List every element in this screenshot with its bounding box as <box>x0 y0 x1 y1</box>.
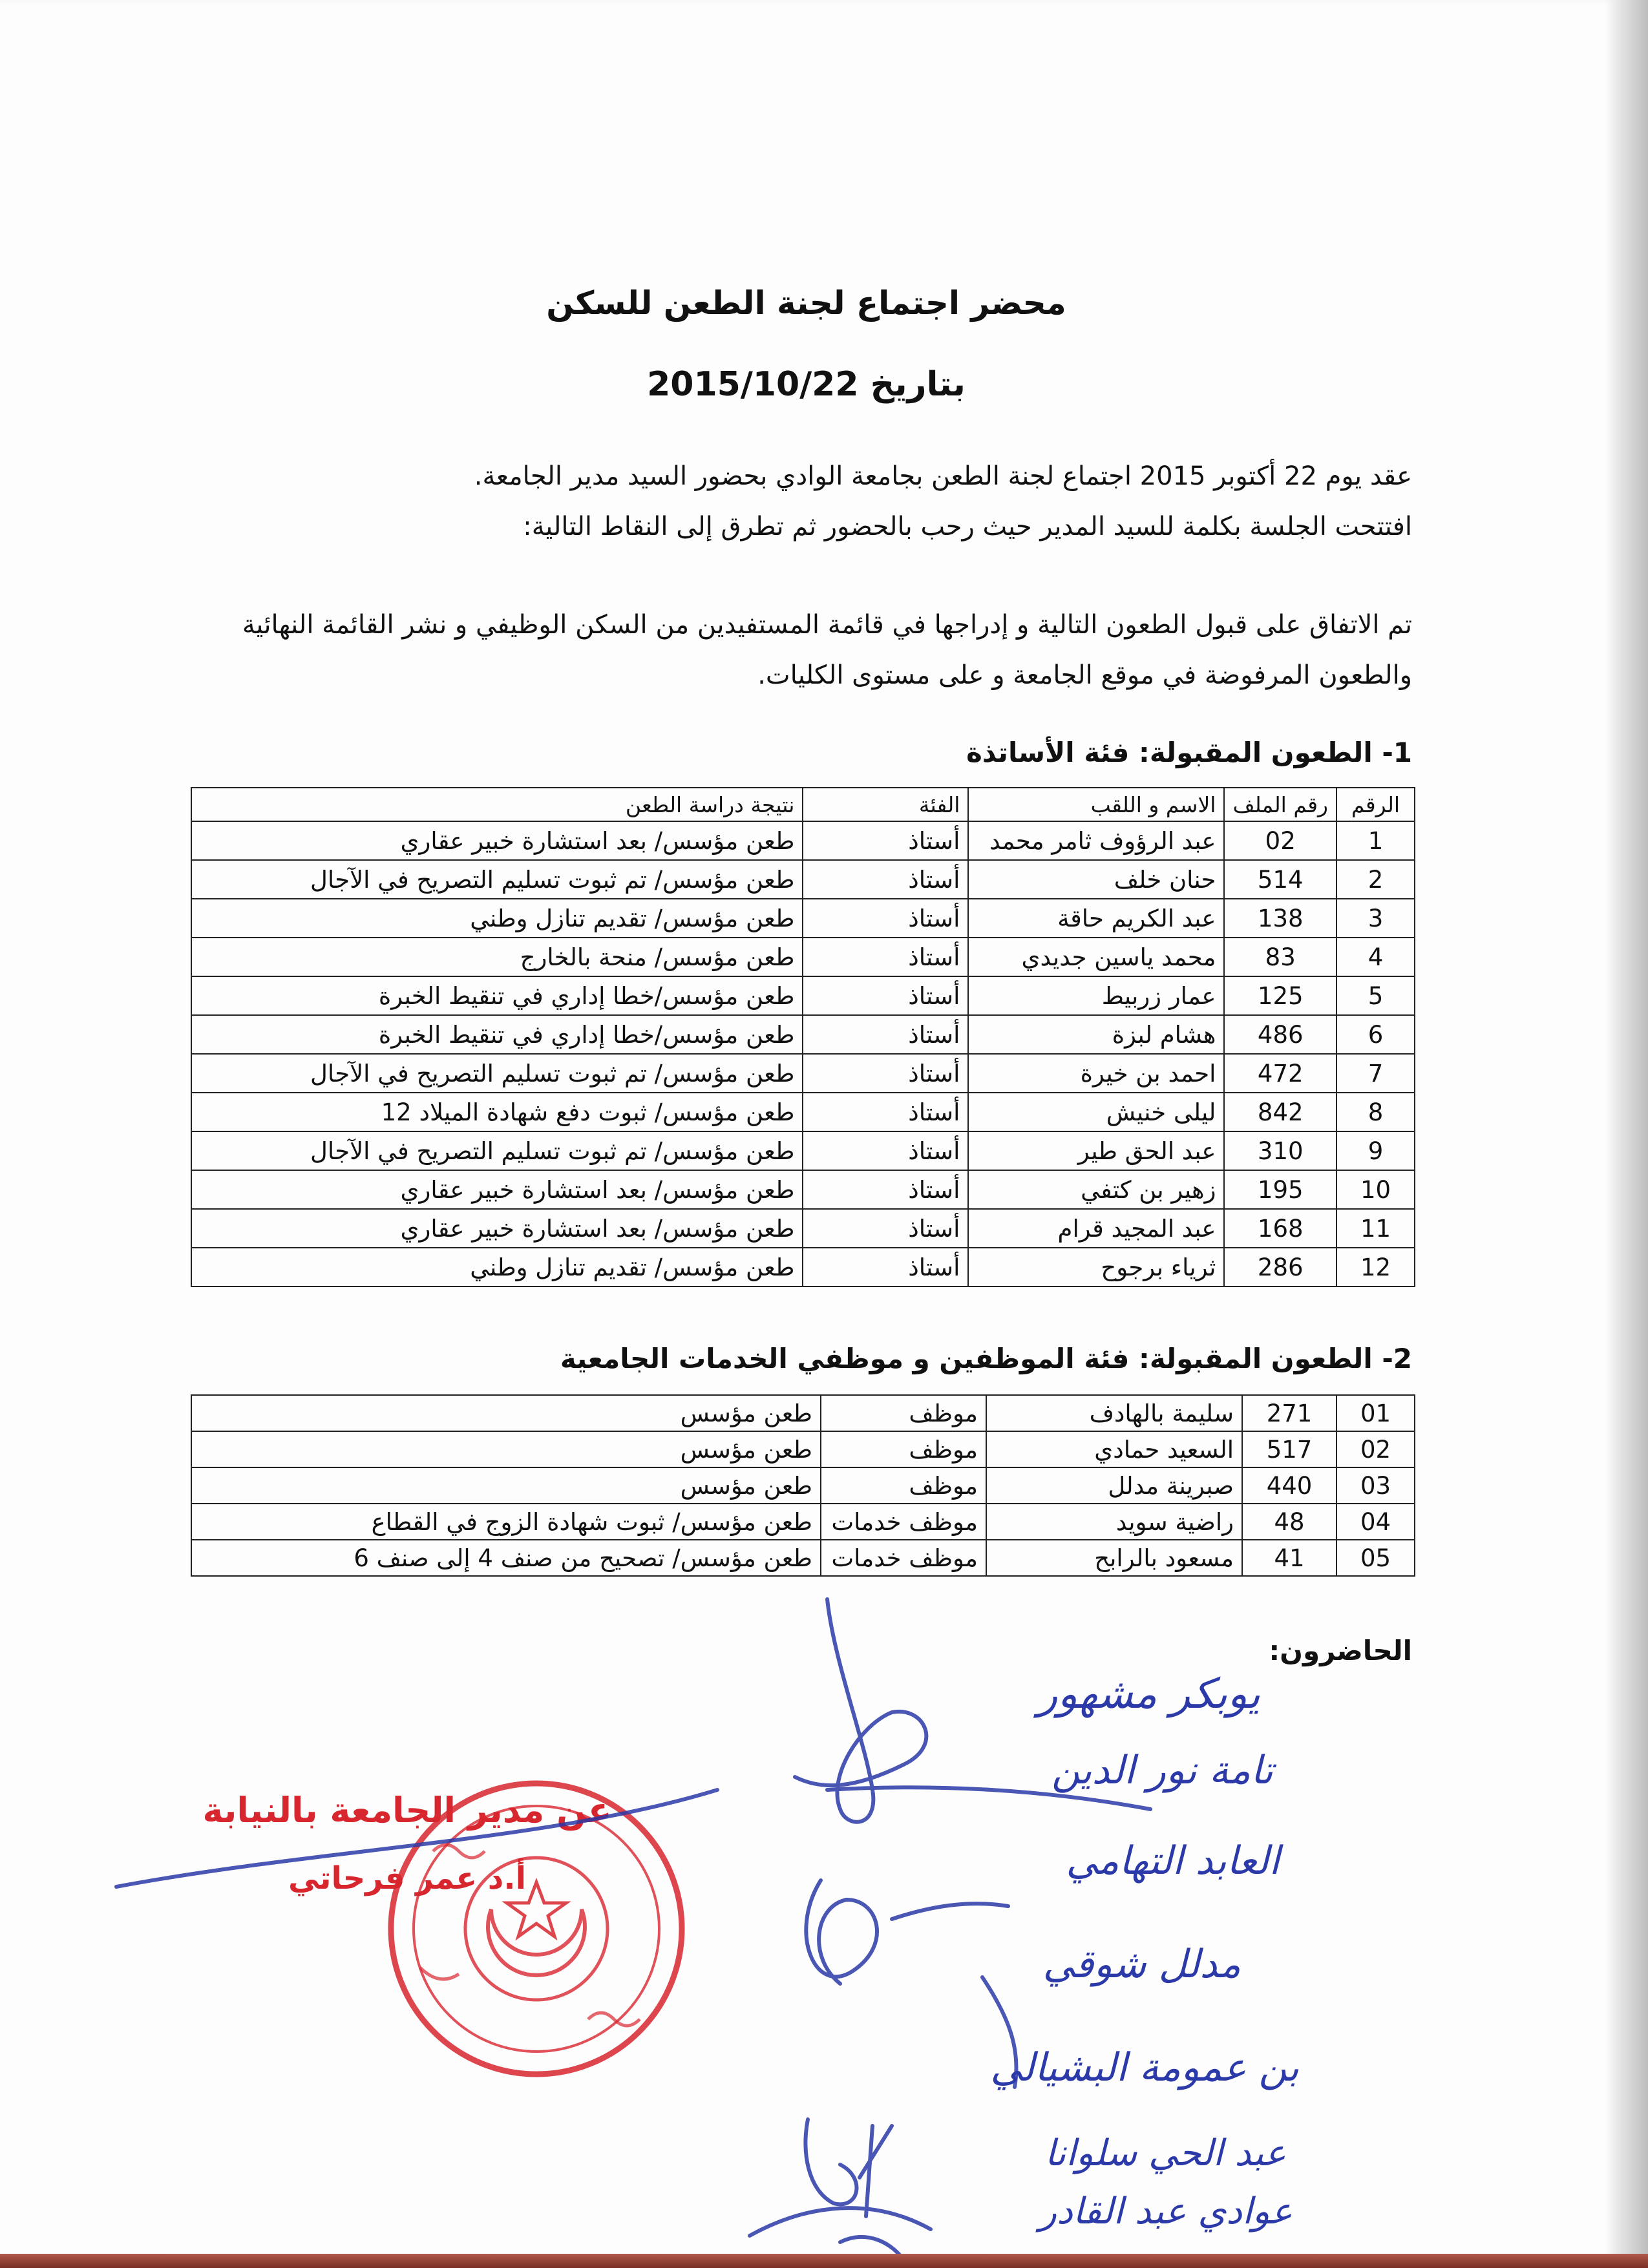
table-row <box>191 1131 1415 1170</box>
cell-no: 01 <box>1336 1395 1415 1431</box>
table-row <box>191 1504 1415 1540</box>
cell-result: طعن مؤسس/ تقديم تنازل وطني <box>191 899 803 938</box>
table-row <box>191 860 1415 899</box>
page-bottom-edge <box>0 2254 1648 2268</box>
cell-file-number: 440 <box>1242 1467 1336 1504</box>
cell-result: طعن مؤسس/ منحة بالخارج <box>191 938 803 976</box>
cell-no: 02 <box>1336 1431 1415 1467</box>
table-row <box>191 1395 1415 1431</box>
cell-file-number: 271 <box>1242 1395 1336 1431</box>
cell-result: طعن مؤسس <box>191 1431 821 1467</box>
cell-name: عبد المجيد قرام <box>968 1209 1224 1248</box>
header-name: الاسم و اللقب <box>968 788 1224 821</box>
cell-result: طعن مؤسس/ تم ثبوت تسليم التصريح في الآجال <box>191 860 803 899</box>
intro-line: افتتحت الجلسة بكلمة للسيد المدير حيث رحب بالحضور ثم تطرق إلى النقاط التالية: <box>523 512 1412 541</box>
cell-name: عبد الحق طير <box>968 1131 1224 1170</box>
signature: يوبكر مشهور <box>1037 1670 1260 1718</box>
table-row <box>191 1093 1415 1131</box>
cell-name: مسعود بالرابح <box>986 1540 1242 1576</box>
table-row <box>191 1015 1415 1054</box>
cell-file-number: 138 <box>1224 899 1336 938</box>
table-row <box>191 1248 1415 1286</box>
cell-name: عمار زربيط <box>968 976 1224 1015</box>
cell-result: طعن مؤسس/خطا إداري في تنقيط الخبرة <box>191 1015 803 1054</box>
cell-category: أستاذ <box>803 938 968 976</box>
intro-line: عقد يوم 22 أكتوبر 2015 اجتماع لجنة الطعن بجامعة الوادي بحضور السيد مدير الجامعة. <box>474 461 1412 491</box>
cell-no: 05 <box>1336 1540 1415 1576</box>
cell-file-number: 83 <box>1224 938 1336 976</box>
cell-no: 2 <box>1336 860 1415 899</box>
signature: بن عمومة البشيالي <box>990 2045 1299 2090</box>
cell-result: طعن مؤسس/ بعد استشارة خبير عقاري <box>191 821 803 860</box>
section2-heading: 2- الطعون المقبولة: فئة الموظفين و موظفي الخدمات الجامعية <box>560 1343 1412 1374</box>
attendee-signatures <box>763 1670 1318 2239</box>
signature: عبد الحي سلوانا <box>1044 2132 1286 2174</box>
cell-result: طعن مؤسس/ ثبوت دفع شهادة الميلاد 12 <box>191 1093 803 1131</box>
cell-name: حنان خلف <box>968 860 1224 899</box>
cell-category: موظف خدمات <box>821 1504 986 1540</box>
cell-result: طعن مؤسس/خطا إداري في تنقيط الخبرة <box>191 976 803 1015</box>
cell-file-number: 125 <box>1224 976 1336 1015</box>
header-result: نتيجة دراسة الطعن <box>191 788 803 821</box>
table-row <box>191 821 1415 860</box>
table-row <box>191 976 1415 1015</box>
agreement-line: والطعون المرفوضة في موقع الجامعة و على مستوى الكليات. <box>757 660 1412 690</box>
cell-result: طعن مؤسس/ بعد استشارة خبير عقاري <box>191 1209 803 1248</box>
cell-category: موظف خدمات <box>821 1540 986 1576</box>
stamp-line-1: عن مدير الجامعة بالنيابة <box>202 1790 612 1831</box>
cell-file-number: 517 <box>1242 1431 1336 1467</box>
cell-no: 04 <box>1336 1504 1415 1540</box>
cell-category: أستاذ <box>803 1131 968 1170</box>
signature: العابد التهامي <box>1066 1838 1280 1884</box>
cell-name: ليلى خنيش <box>968 1093 1224 1131</box>
cell-no: 1 <box>1336 821 1415 860</box>
cell-name: احمد بن خيرة <box>968 1054 1224 1093</box>
staff-table <box>191 1394 1415 1577</box>
cell-category: أستاذ <box>803 899 968 938</box>
cell-category: أستاذ <box>803 1248 968 1286</box>
cell-result: طعن مؤسس <box>191 1467 821 1504</box>
document-date: بتاريخ 2015/10/22 <box>647 365 966 404</box>
cell-name: محمد ياسين جديدي <box>968 938 1224 976</box>
agreement-paragraph <box>152 600 1412 700</box>
cell-category: أستاذ <box>803 821 968 860</box>
table-row <box>191 1170 1415 1209</box>
cell-category: أستاذ <box>803 1170 968 1209</box>
cell-file-number: 514 <box>1224 860 1336 899</box>
table-row <box>191 1054 1415 1093</box>
table-row <box>191 938 1415 976</box>
cell-no: 03 <box>1336 1467 1415 1504</box>
attendees-label: الحاضرون: <box>1269 1635 1412 1666</box>
table-row <box>191 1209 1415 1248</box>
header-file: رقم الملف <box>1224 788 1336 821</box>
cell-name: صبرينة مدلل <box>986 1467 1242 1504</box>
signature: تامة نور الدين <box>1051 1748 1273 1793</box>
cell-name: عبد الرؤوف ثامر محمد <box>968 821 1224 860</box>
cell-no: 9 <box>1336 1131 1415 1170</box>
cell-result: طعن مؤسس/ بعد استشارة خبير عقاري <box>191 1170 803 1209</box>
cell-category: موظف <box>821 1431 986 1467</box>
cell-category: أستاذ <box>803 860 968 899</box>
director-stamp <box>142 1790 672 1896</box>
cell-result: طعن مؤسس/ تم ثبوت تسليم التصريح في الآجال <box>191 1054 803 1093</box>
cell-name: سليمة بالهادف <box>986 1395 1242 1431</box>
cell-no: 6 <box>1336 1015 1415 1054</box>
cell-no: 7 <box>1336 1054 1415 1093</box>
table-row <box>191 899 1415 938</box>
header-no: الرقم <box>1336 788 1415 821</box>
cell-result: طعن مؤسس <box>191 1395 821 1431</box>
intro-paragraph <box>152 451 1412 552</box>
cell-result: طعن مؤسس/ تم ثبوت تسليم التصريح في الآجال <box>191 1131 803 1170</box>
table-header-row <box>191 788 1415 821</box>
cell-file-number: 310 <box>1224 1131 1336 1170</box>
cell-name: عبد الكريم حاقة <box>968 899 1224 938</box>
cell-result: طعن مؤسس/ تصحيح من صنف 4 إلى صنف 6 <box>191 1540 821 1576</box>
cell-result: طعن مؤسس/ تقديم تنازل وطني <box>191 1248 803 1286</box>
cell-category: أستاذ <box>803 1093 968 1131</box>
cell-name: زهير بن كتفي <box>968 1170 1224 1209</box>
page-edge <box>1612 0 1648 2268</box>
cell-file-number: 486 <box>1224 1015 1336 1054</box>
cell-file-number: 02 <box>1224 821 1336 860</box>
cell-file-number: 472 <box>1224 1054 1336 1093</box>
cell-category: أستاذ <box>803 976 968 1015</box>
agreement-line: تم الاتفاق على قبول الطعون التالية و إدراجها في قائمة المستفيدين من السكن الوظيفي و نشر القائمة النهائية <box>242 610 1412 640</box>
cell-file-number: 286 <box>1224 1248 1336 1286</box>
table-row <box>191 1540 1415 1576</box>
signature: مدلل شوقي <box>1042 1942 1241 1987</box>
cell-no: 8 <box>1336 1093 1415 1131</box>
stamp-line-2: أ.د عمر فرحاتي <box>288 1860 527 1896</box>
signature: عوادي عبد القادر <box>1039 2190 1293 2232</box>
cell-category: أستاذ <box>803 1015 968 1054</box>
professors-table <box>191 787 1415 1287</box>
cell-name: ثرياء برجوح <box>968 1248 1224 1286</box>
cell-no: 10 <box>1336 1170 1415 1209</box>
section1-heading: 1- الطعون المقبولة: فئة الأساتذة <box>966 737 1412 768</box>
cell-file-number: 195 <box>1224 1170 1336 1209</box>
cell-file-number: 41 <box>1242 1540 1336 1576</box>
cell-category: موظف <box>821 1467 986 1504</box>
cell-file-number: 48 <box>1242 1504 1336 1540</box>
cell-no: 5 <box>1336 976 1415 1015</box>
cell-no: 4 <box>1336 938 1415 976</box>
cell-name: السعيد حمادي <box>986 1431 1242 1467</box>
cell-category: أستاذ <box>803 1209 968 1248</box>
cell-no: 3 <box>1336 899 1415 938</box>
cell-no: 11 <box>1336 1209 1415 1248</box>
cell-category: أستاذ <box>803 1054 968 1093</box>
document-title: محضر اجتماع لجنة الطعن للسكن <box>546 284 1066 322</box>
cell-name: هشام لبزة <box>968 1015 1224 1054</box>
cell-result: طعن مؤسس/ ثبوت شهادة الزوج في القطاع <box>191 1504 821 1540</box>
cell-name: راضية سويد <box>986 1504 1242 1540</box>
cell-file-number: 168 <box>1224 1209 1336 1248</box>
header-category: الفئة <box>803 788 968 821</box>
table-row <box>191 1431 1415 1467</box>
cell-file-number: 842 <box>1224 1093 1336 1131</box>
cell-no: 12 <box>1336 1248 1415 1286</box>
cell-category: موظف <box>821 1395 986 1431</box>
table-row <box>191 1467 1415 1504</box>
